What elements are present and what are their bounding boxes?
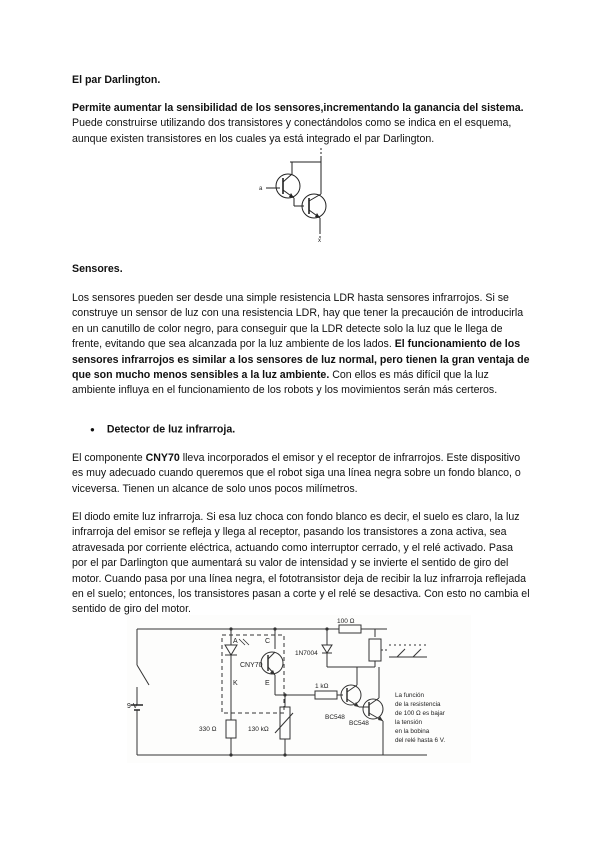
sensores-end: Con ellos es más difícil que la luz ambiente influya en el funcionamiento de los robots y los movimientos serán más certeros.	[72, 369, 498, 397]
detector-paragraph-2: El diodo emite luz infrarroja. Si esa luz choca con fondo blanco es decir, el suelo es claro, la luz infrarroja del emisor se refleja y llega al receptor, pasando los transistores a zona activa, sea atravesada por corriente eléctrica, actuando como interruptor cerrado, y el relé activado. Pasa por el par Darlington que aumentará su valor de intensidad y se invierte el sentido de giro del motor. Cuando pasa por una línea negra, el fototransistor deja de recibir la luz infrarroja reflejada en el suelo; entonces, los transistores pasan a corte y el relé se desactiva. Con esto no cambia el sentido de giro del motor.	[72, 511, 530, 616]
darlington-intro-text: Puede construirse utilizando dos transistores y conectándolos como se indica en el esquema, aunque existen transistores en los cuales ya está integrado el par Darlington.	[72, 117, 512, 145]
darlington-in-label: a	[259, 186, 263, 192]
detector-title: Detector de luz infrarroja.	[106, 423, 236, 436]
diode-label: 1N7004	[295, 650, 318, 657]
note-line: de 100 Ω es bajar	[395, 710, 445, 717]
r1k-label: 1 kΩ	[315, 683, 329, 690]
transistor-1-label: BC548	[325, 714, 345, 721]
darlington-intro	[72, 101, 530, 147]
r100-label: 100 Ω	[337, 618, 355, 625]
note-line: la tensión	[395, 719, 422, 726]
cny70-chip-label: CNY70	[240, 662, 263, 669]
pin-c-label: C	[265, 638, 271, 645]
bullet-icon: ●	[90, 425, 95, 434]
darlington-diagram	[256, 146, 338, 242]
detector-paragraph-1	[72, 451, 530, 497]
darlington-intro-bold: Permite aumentar la sensibilidad de los sensores,incrementando la ganancia del sistema.	[72, 102, 524, 114]
cny70-label: CNY70	[145, 452, 180, 464]
note-line: de la resistencia	[395, 701, 441, 708]
sensores-title: Sensores.	[72, 263, 123, 275]
note-line: en la bobina	[395, 728, 430, 735]
detector-p1-pre: El componente	[72, 452, 146, 464]
pin-e-label: E	[265, 680, 270, 687]
detector-p1-post: lleva incorporados el emisor y el receptor de infrarrojos. Este dispositivo es muy adecuado cuando queremos que el robot siga una línea negra sobre un fondo blanco, o viceversa. Tienen un alcance de solo unos pocos milímetros.	[72, 452, 521, 495]
detector-heading	[90, 422, 490, 438]
sensores-text: Los sensores pueden ser desde una simple resistencia LDR hasta sensores infrarrojos. Si se construye un sensor de luz con una resistencia LDR, hay que tener la precaución de introducirla en un canutillo de color negro, para conseguir que la LDR detecte solo la luz que le llega de frente, evitando que sea alcanzada por la luz ambiente de los lados.	[72, 292, 524, 351]
darlington-title: El par Darlington.	[72, 74, 161, 86]
darlington-out-label: x	[318, 238, 321, 242]
note-line: La función	[395, 692, 425, 699]
sensores-bold: El funcionamiento de los sensores infrarrojos es similar a los sensores de luz normal, pero tienen la gran ventaja de que son mucho menos sensibles a la luz ambiente.	[72, 338, 530, 382]
note-line: del relé hasta 6 V.	[395, 737, 446, 744]
transistor-2-label: BC548	[349, 720, 369, 727]
pot-label: 130 kΩ	[248, 726, 269, 733]
sensores-paragraph	[72, 291, 530, 399]
pin-a-label: A	[233, 638, 238, 645]
pin-k-label: K	[233, 680, 238, 687]
battery-label: 9 V	[127, 703, 138, 710]
circuit-diagram	[127, 615, 471, 763]
r330-label: 330 Ω	[199, 726, 217, 733]
